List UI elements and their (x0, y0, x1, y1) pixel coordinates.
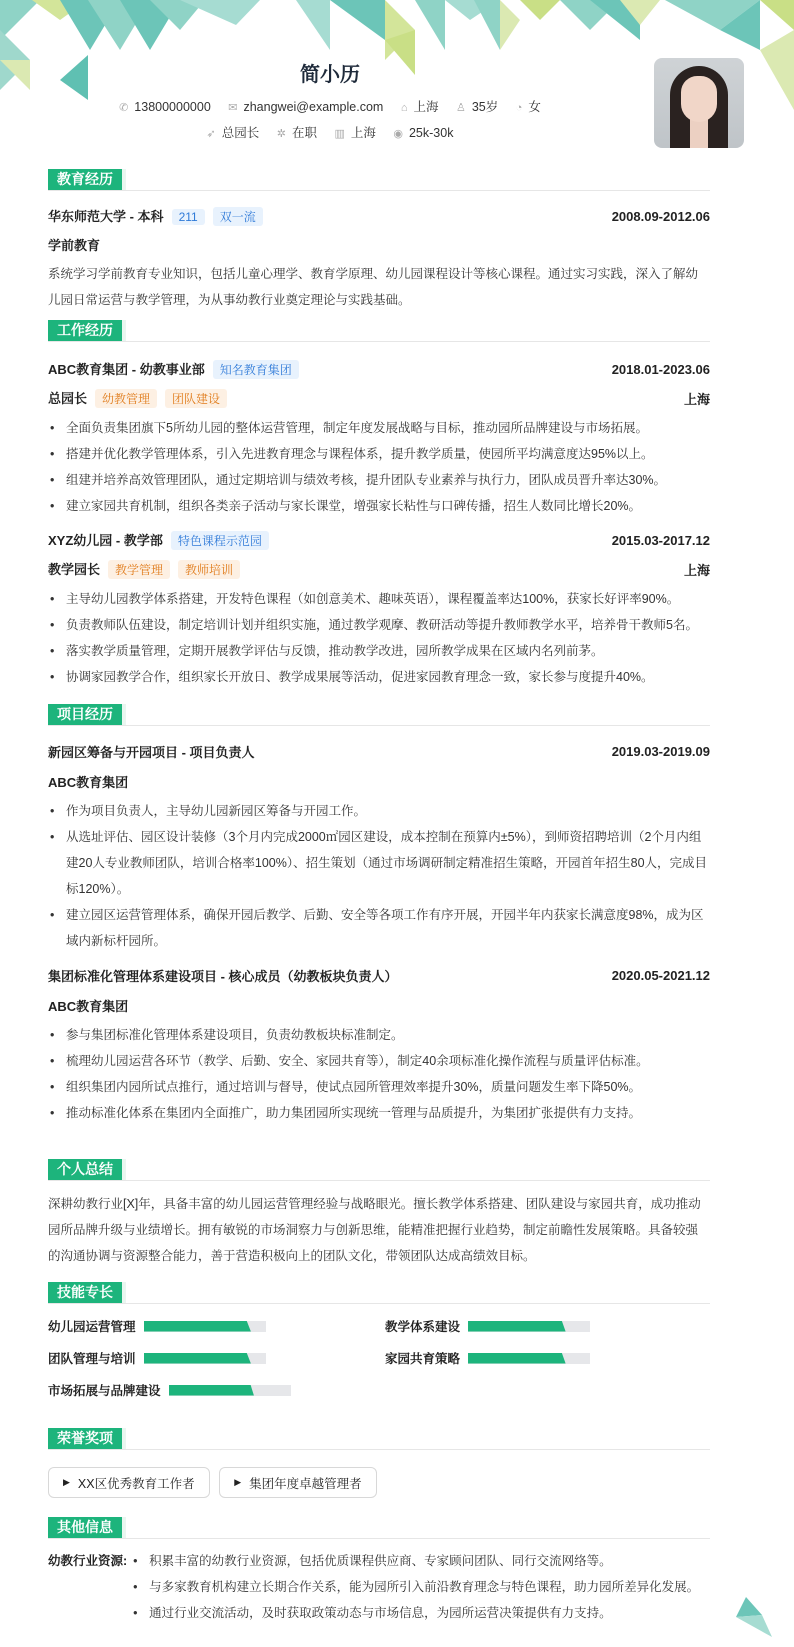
tag: 特色课程示范园 (171, 531, 269, 550)
other-label: 幼教行业资源: (48, 1554, 128, 1568)
organization: ABC教育集团 (48, 998, 129, 1014)
company: ABC教育集团 - 幼教事业部 (48, 362, 205, 377)
bullet: • 负责教师队伍建设，制定培训计划并组织实施，通过教学观摩、教研活动等提升教师教学水平，培养骨干教师5名。 (48, 612, 710, 638)
date: 2020.05-2021.12 (611, 967, 710, 983)
work-item (48, 527, 710, 690)
tag: 211 (172, 209, 205, 225)
description: 系统学习学前教育专业知识，包括儿童心理学、教育学原理、幼儿园课程设计等核心课程。通过实习实践，深入了解幼儿园日常运营与教学管理，为从事幼教行业奠定理论与实践基础。 (48, 267, 699, 307)
bullet: • 协调家园教学合作，组织家长开放日、教学成果展等活动，促进家园教育理念一致，家长参与度提升40%。 (48, 664, 710, 690)
bullet: • 参与集团标准化管理体系建设项目，负责幼教板块标准制定。 (48, 1022, 710, 1048)
triangle-icon: ▶ (234, 1477, 242, 1487)
skill-level-bar (468, 1353, 590, 1364)
gender-icon: ◔ (515, 102, 523, 114)
date: 2018.01-2023.06 (611, 361, 710, 377)
status: 在职 (291, 126, 317, 140)
email: zhangwei@example.com (243, 100, 384, 114)
work-section (48, 320, 710, 690)
send-icon: ➶ (206, 128, 216, 140)
tag: 教师培训 (178, 560, 240, 579)
skill-item (385, 1314, 710, 1338)
bullet: • 组建并培养高效管理团队，通过定期培训与绩效考核，提升团队专业素养与执行力，团队成员晋升率达30%。 (48, 467, 710, 493)
summary-section (48, 1159, 710, 1269)
section-title: 项目经历 (48, 704, 122, 725)
award-item (48, 1467, 210, 1498)
tag: 知名教育集团 (213, 360, 299, 379)
project-name: 集团标准化管理体系建设项目 - 核心成员（幼教板块负责人） (48, 968, 398, 984)
bullet: • 积累丰富的幼教行业资源，包括优质课程供应商、专家顾问团队、同行交流网络等。 (131, 1548, 699, 1574)
skill-level-bar (144, 1353, 266, 1364)
tag: 教学管理 (108, 560, 170, 579)
phone-icon: ✆ (119, 102, 129, 114)
contact-row (0, 97, 660, 115)
position: 总园长 (221, 126, 260, 140)
city: 上海 (683, 562, 710, 578)
age-icon: ♙ (455, 102, 466, 114)
skill-level-fill (169, 1385, 254, 1396)
bullet: • 建立家园共育机制，组织各类亲子活动与家长课堂，增强家长粘性与口碑传播，招生人数同比增长20%。 (48, 493, 710, 519)
role: 教学园长 (48, 562, 101, 577)
location: 上海 (413, 100, 439, 114)
bullet: • 从选址评估、园区设计装修（3个月内完成2000㎡园区建设，成本控制在预算内±5%），到师资招聘培训（2个月内组建20人专业教师团队，培训合格率100%）、招生策划（通过市场调研制定精准招生策略，开园首年招生80人，完成目标120%）。 (48, 824, 710, 902)
tag: 幼教管理 (95, 389, 157, 408)
bullet: • 与多家教育机构建立长期合作关系，能为园所引入前沿教育理念与特色课程，助力园所差异化发展。 (131, 1574, 699, 1600)
project-item (48, 962, 710, 1126)
bullet: • 落实教学质量管理，定期开展教学评估与反馈，推动教学改进，园所教学成果在区域内名列前茅。 (48, 638, 710, 664)
award-label: XX区优秀教育工作者 (77, 1476, 195, 1491)
corner-decoration (734, 1597, 774, 1637)
other-section (48, 1517, 710, 1626)
home-icon: ⌂ (400, 102, 408, 114)
skill-name: 幼儿园运营管理 (48, 1320, 136, 1334)
organization: ABC教育集团 (48, 774, 129, 790)
bullet: • 搭建并优化教学管理体系，引入先进教育理念与课程体系，提升教学质量，使园所平均满意度达95%以上。 (48, 441, 710, 467)
job-intent-row (0, 123, 660, 141)
section-title: 个人总结 (48, 1159, 122, 1180)
skill-level-bar (468, 1321, 590, 1332)
skill-level-fill (144, 1353, 251, 1364)
bullet: • 作为项目负责人，主导幼儿园新园区筹备与开园工作。 (48, 798, 710, 824)
skill-level-fill (468, 1321, 566, 1332)
skill-level-bar (144, 1321, 266, 1332)
skill-name: 教学体系建设 (385, 1320, 461, 1334)
major: 学前教育 (48, 237, 101, 253)
work-item (48, 356, 710, 519)
skills-section (48, 1282, 710, 1402)
skill-item (48, 1314, 385, 1338)
summary-text: 深耕幼教行业[X]年，具备丰富的幼儿园运营管理经验与战略眼光。擅长教学体系搭建、团队建设与家园共育，成功推动园所品牌升级与业绩增长。拥有敏锐的市场洞察力与创新思维，能精准把握行业趋势，制定前瞻性发展策略。具备较强的沟通协调与资源整合能力，善于营造积极向上的团队文化，带领团队达成高绩效目标。 (48, 1197, 701, 1263)
bullet: • 全面负责集团旗下5所幼儿园的整体运营管理，制定年度发展战略与目标，推动园所品牌建设与市场拓展。 (48, 415, 710, 441)
section-title: 教育经历 (48, 169, 122, 190)
target-city: 上海 (350, 126, 376, 140)
section-title: 工作经历 (48, 320, 122, 341)
skill-level-fill (144, 1321, 251, 1332)
bullet: • 梳理幼儿园运营各环节（教学、后勤、安全、家园共育等），制定40余项标准化操作流程与质量评估标准。 (48, 1048, 710, 1074)
tag: 团队建设 (165, 389, 227, 408)
section-title: 技能专长 (48, 1282, 122, 1303)
building-icon: ▥ (334, 128, 345, 140)
awards-section (48, 1428, 710, 1498)
triangle-icon: ▶ (63, 1477, 70, 1487)
date: 2008.09-2012.06 (611, 208, 710, 224)
school: 华东师范大学 - 本科 (48, 209, 164, 224)
skill-item (48, 1346, 385, 1370)
section-title: 荣誉奖项 (48, 1428, 122, 1449)
bullet: • 主导幼儿园教学体系搭建，开发特色课程（如创意美术、趣味英语），课程覆盖率达100%，获家长好评率90%。 (48, 586, 710, 612)
bullet: • 建立园区运营管理体系，确保开园后教学、后勤、安全等各项工作有序开展，开园半年内获家长满意度98%，成为区域内新标杆园所。 (48, 902, 710, 954)
phone: 13800000000 (134, 100, 211, 114)
project-item (48, 738, 710, 954)
city: 上海 (683, 391, 710, 407)
skill-item (48, 1378, 385, 1402)
role: 总园长 (48, 391, 88, 406)
date: 2019.03-2019.09 (611, 743, 710, 759)
bullet: • 通过行业交流活动，及时获取政策动态与市场信息，为园所运营决策提供有力支持。 (131, 1600, 699, 1626)
resume-header (0, 0, 794, 160)
status-icon: ✲ (276, 128, 286, 140)
skill-name: 家园共育策略 (385, 1352, 461, 1366)
salary-icon: ◉ (393, 128, 403, 140)
bullet: • 推动标准化体系在集团内全面推广，助力集团园所实现统一管理与品质提升，为集团扩张提供有力支持。 (48, 1100, 710, 1126)
skill-level-fill (468, 1353, 566, 1364)
candidate-name: 简小历 (300, 64, 360, 86)
date: 2015.03-2017.12 (611, 532, 710, 548)
projects-section (48, 704, 710, 1126)
award-label: 集团年度卓越管理者 (249, 1476, 362, 1491)
email-icon: ✉ (228, 102, 238, 114)
education-section (48, 169, 710, 313)
skill-name: 团队管理与培训 (48, 1352, 136, 1366)
company: XYZ幼儿园 - 教学部 (48, 533, 163, 548)
salary: 25k-30k (408, 126, 454, 140)
project-name: 新园区筹备与开园项目 - 项目负责人 (48, 744, 255, 760)
skill-name: 市场拓展与品牌建设 (48, 1384, 161, 1398)
bullet: • 组织集团内园所试点推行，通过培训与督导，使试点园所管理效率提升30%，质量问题发生率下降50%。 (48, 1074, 710, 1100)
profile-photo (654, 58, 744, 148)
section-title: 其他信息 (48, 1517, 122, 1538)
award-item (219, 1467, 376, 1498)
tag: 双一流 (213, 207, 263, 226)
gender: 女 (528, 100, 541, 114)
age: 35岁 (471, 100, 499, 114)
skill-item (385, 1346, 710, 1370)
skill-level-bar (169, 1385, 291, 1396)
